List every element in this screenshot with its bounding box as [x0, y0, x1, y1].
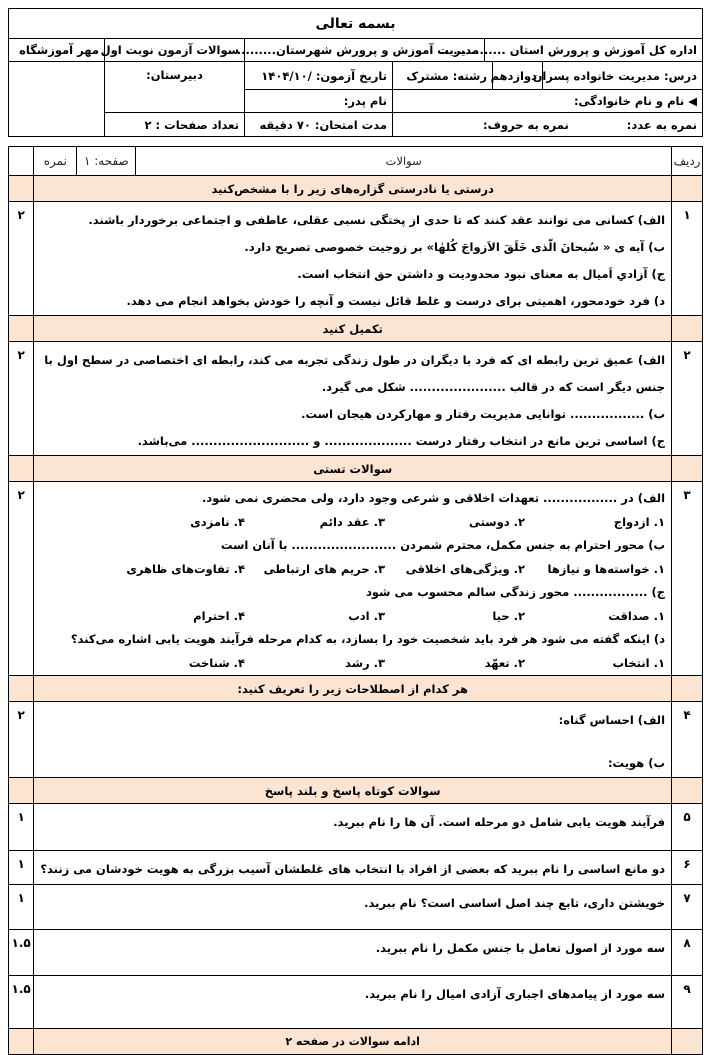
section-title: هر کدام از اصطلاحات زیر را تعریف کنید: [34, 676, 672, 702]
question-number: ۵ [672, 804, 703, 851]
question-text [34, 482, 672, 676]
mcq-option: ۱. صداقت [608, 609, 666, 623]
question-line: ب) هویت: [607, 756, 666, 770]
question-row [9, 482, 703, 676]
row-number-cell [672, 316, 703, 342]
question-text [34, 885, 672, 930]
mcq-option: ۲. تعهّد [484, 656, 526, 670]
section-row [9, 778, 703, 804]
mcq-question: ب) محور احترام به جنس مکمل، محترم شمردن ........................ با آنان است [220, 538, 666, 552]
score-cell [9, 176, 34, 202]
section-title: سوالات کوتاه پاسخ و بلند پاسخ [34, 778, 672, 804]
mcq-option: ۳. حریم های ارتباطی [263, 562, 386, 576]
question-score: ۱ [9, 851, 34, 885]
row-number-cell [672, 176, 703, 202]
mcq-option: ۱. انتخاب [612, 656, 666, 670]
question-line: جنس دیگر است که در قالب ...................... شکل می گیرد. [321, 380, 666, 394]
mcq-option: ۳. رشد [345, 656, 386, 670]
question-line: الف) عمیق ترین رابطه ای که فرد با دیگران در طول زندگی تجربه می کند، رابطه ای اختصاصی در سطح اول با [44, 353, 666, 367]
question-row [9, 702, 703, 778]
field: رشته: مشترک [392, 61, 492, 89]
subject: درس: مدیریت خانواده پسران [542, 61, 702, 89]
score-cell [9, 778, 34, 804]
school-stamp-box [9, 61, 104, 136]
mcq-option: ۲. دوستی [468, 515, 526, 529]
section-title: ادامه سوالات در صفحه ۲ [34, 1029, 672, 1055]
question-row [9, 342, 703, 456]
question-line: ب) ................. توانایی مدیریت رفتار و مهارکردن هیجان است. [301, 407, 666, 421]
mcq-question: الف) در ................. تعهدات اخلاقی و شرعی وجود دارد، ولی محضری نمی شود. [201, 491, 666, 505]
table-header-row [9, 147, 703, 176]
questions-header: سوالات [136, 147, 672, 176]
question-score: ۱.۵ [9, 930, 34, 976]
mcq-question: ج) ................. محور زندگی سالم محسوب می شود [366, 585, 666, 599]
question-score: ۱.۵ [9, 976, 34, 1029]
school-field: دبیرستان: [104, 61, 244, 112]
duration: مدت امتحان: ۷۰ دقیقه [244, 112, 392, 136]
question-row [9, 804, 703, 851]
question-row [9, 930, 703, 976]
question-score: ۲ [9, 482, 34, 676]
score-number-label: نمره به عدد: [626, 117, 697, 132]
grade: دوازدهم [492, 61, 542, 89]
question-text [34, 202, 672, 316]
score-words-label: نمره به حروف: [483, 117, 569, 132]
score-header: نمره [43, 154, 67, 168]
question-number: ۶ [672, 851, 703, 885]
mcq-option: ۳. عقد دائم [319, 515, 386, 529]
page-number: صفحه: ۱ [76, 147, 135, 175]
mcq-option: ۲. ویژگی‌های اخلاقی [405, 562, 526, 576]
mcq-option: ۱. ازدواج [613, 515, 666, 529]
question-line: الف) احساس گناه: [558, 713, 666, 727]
question-row [9, 976, 703, 1029]
mcq-options [40, 557, 665, 581]
section-row [9, 316, 703, 342]
mcq-option: ۴. احترام [193, 609, 246, 623]
question-line: د) فرد خودمحور، اهمیتی برای درست و غلط قائل نیست و آنچه را خودش بخواهد انجام می دهد. [126, 294, 666, 308]
mcq-option: ۴. نامزدی [190, 515, 246, 529]
province-office: اداره کل آموزش و پرورش استان ............... [484, 38, 702, 61]
mcq-option: ۳. ادب [348, 609, 386, 623]
questions-table [8, 146, 703, 1055]
score-cell [9, 1029, 34, 1055]
row-number-cell [672, 456, 703, 482]
question-number: ۷ [672, 885, 703, 930]
question-row [9, 885, 703, 930]
question-line: دو مانع اساسی را نام ببرید که بعضی از افراد با انتخاب های غلطشان آسیب بزرگی به هویت خودشان می زنند؟ [40, 862, 666, 876]
mcq-question: د) اینکه گفته می شود هر فرد باید شخصیت خود را بسازد، به کدام مرحله فرآیند هویت یابی اشاره می‌کند؟ [70, 632, 666, 646]
mcq-options [40, 651, 665, 675]
mcq-option: ۴. شناخت [188, 656, 246, 670]
header-title: بسمه تعالی [315, 15, 396, 32]
student-name-field: ◀ نام و نام خانوادگی: [392, 89, 702, 112]
section-title: درستی یا نادرستی گزاره‌های زیر را با مشخص‌کنید [34, 176, 672, 202]
row-number-cell [672, 778, 703, 804]
question-score: ۱ [9, 804, 34, 851]
question-line: ج) اساسی ترین مانع در انتخاب رفتار درست .................... و ........................... می‌باشد. [137, 434, 666, 448]
score-cell [9, 676, 34, 702]
question-score: ۲ [9, 342, 34, 456]
exam-title: سوالات آزمون نوبت اول [104, 38, 244, 61]
question-row [9, 202, 703, 316]
question-score: ۲ [9, 702, 34, 778]
father-name-field: نام پدر: [244, 89, 392, 112]
school-stamp-label: مهر آموزشگاه [9, 38, 104, 61]
exam-header [8, 8, 703, 137]
question-number: ۹ [672, 976, 703, 1029]
exam-date: تاریخ آزمون: /۱۴۰۴/۱۰ [244, 61, 392, 89]
question-text [34, 851, 672, 885]
question-number: ۲ [672, 342, 703, 456]
question-line: الف) کسانی می توانند عقد کنند که تا حدی از پختگی نسبی عقلی، عاطفی و اجتماعی برخوردار باشند. [88, 213, 666, 227]
mcq-option: ۱. خواسته‌ها و نیازها [547, 562, 666, 576]
question-score: ۲ [9, 202, 34, 316]
page-count: تعداد صفحات : ۲ [104, 112, 244, 136]
city-office: مدیریت آموزش و پرورش شهرستان......... [244, 38, 484, 61]
question-number: ۱ [672, 202, 703, 316]
question-row [9, 851, 703, 885]
question-number: ۴ [672, 702, 703, 778]
question-line: سه مورد از اصول تعامل با جنس مکمل را نام ببرید. [375, 941, 666, 955]
question-number: ۸ [672, 930, 703, 976]
row-number-cell [672, 1029, 703, 1055]
footer-row [9, 1029, 703, 1055]
section-row [9, 456, 703, 482]
question-text [34, 976, 672, 1029]
row-header: ردیف [672, 147, 703, 176]
section-row [9, 176, 703, 202]
question-number: ۳ [672, 482, 703, 676]
page-score-header [34, 147, 136, 176]
question-line: سه مورد از پیامدهای اجباری آزادی امیال را نام ببرید. [364, 987, 666, 1001]
question-score: ۱ [9, 885, 34, 930]
question-line: فرآیند هویت یابی شامل دو مرحله است. آن ها را نام ببرید. [333, 815, 666, 829]
section-row [9, 676, 703, 702]
score-cell [9, 456, 34, 482]
mcq-option: ۲. حیا [492, 609, 526, 623]
row-number-cell [672, 676, 703, 702]
score-cell [9, 316, 34, 342]
question-text [34, 342, 672, 456]
mcq-options [40, 604, 665, 628]
question-text [34, 930, 672, 976]
question-line: ب) آیه ی « سُبحانَ الّذی خَلَقَ الاَزواجَ کُلهٰا» بر زوجیت خصوصی تصریح دارد. [244, 240, 666, 254]
section-title: تکمیل کنید [34, 316, 672, 342]
question-line: ج) آزادیِ اَمیال به معنای نبود محدودیت و داشتن حق انتخاب است. [297, 267, 666, 281]
mcq-options [40, 510, 665, 534]
question-line: خویشتن داری، تابع چند اصل اساسی است؟ نام ببرید. [364, 896, 666, 910]
question-text [34, 702, 672, 778]
question-text [34, 804, 672, 851]
score-number-field [392, 112, 702, 136]
section-title: سوالات تستی [34, 456, 672, 482]
mcq-option: ۴. تفاوت‌های ظاهری [126, 562, 246, 576]
